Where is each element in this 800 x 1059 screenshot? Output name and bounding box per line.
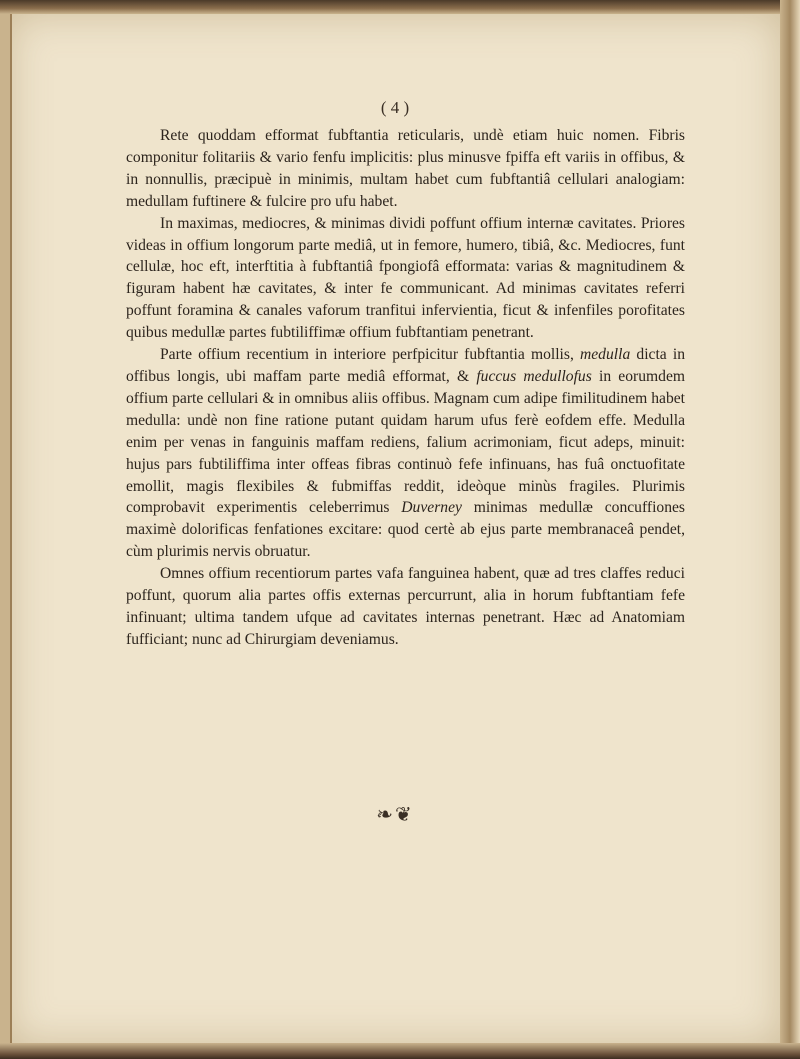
body-text: [126, 125, 685, 651]
term-medulla: medulla: [580, 346, 631, 364]
fleuron-ornament-icon: ❧❦: [376, 802, 414, 826]
name-duverney: Duverney: [401, 499, 462, 517]
term-succus-medullosus: fuccus medullofus: [476, 367, 592, 385]
paragraph-1: Rete quoddam efformat fubftantia reticularis, undè etiam huic nomen. Fibris componitur folitariis & vario fenfu implicitis: plus minusve fpiffa eft variis in offibus, & in nonnullis, præcipuè in minimis, multam habet cum fubftantiâ cellulari analogiam: medullam fuftinere & fulcire pro ufu habet.: [126, 127, 685, 210]
bottom-page-edge: [0, 1043, 800, 1059]
paragraph-3-part-1: Parte offium recentium in interiore perfpicitur fubftantia mollis,: [160, 346, 574, 364]
page-left-rule: [10, 14, 12, 1044]
page-number: ( 4 ): [380, 98, 410, 117]
paragraph-3: [126, 344, 685, 563]
top-page-edge: [0, 0, 800, 14]
paragraph-4: Omnes offium recentiorum partes vafa fanguinea habent, quæ ad tres claffes reduci poffunt, quorum alia partes offis externas percurrunt, alia in horum fubftantiam fefe infinuant; ultima tandem ufque ad cavitates internas penetrant. Hæc ad Anatomiam fufficiant; nunc ad Chirurgiam deveniamus.: [126, 565, 685, 648]
paragraph-3-part-2: dicta in offibus longis, ubi maffam parte mediâ efformat, &: [126, 346, 685, 385]
paragraph-3-part-3: in eorumdem offium parte cellulari & in omnibus aliis offibus. Magnam cum adipe fimilitudinem habet medulla: undè non fine ratione putant quidam harum ufus ferè eofdem effe. Medulla enim per venas in fanguinis maffam rediens, falium acrimoniam, ficut adeps, minuit: hujus pars fubtiliffima inter offeas fibras continuò fefe infinuans, has fuâ onctuofitate emollit, magis flexibiles & fubmiffas reddit, ideòque minùs fragiles. Plurimis comprobavit experimentis celeberrimus: [126, 367, 685, 517]
right-page-edge: [780, 0, 800, 1059]
book-page: [10, 14, 780, 1044]
paragraph-3-part-4: minimas medullæ concuffiones maximè dolorificas fenfationes excitare: quod certè ab ejus parte membranaceâ pendet, cùm plurimis nervis obruatur.: [126, 499, 685, 561]
paragraph-2: In maximas, mediocres, & minimas dividi poffunt offium internæ cavitates. Priores videas in offium longorum parte mediâ, ut in femore, humero, tibiâ, &c. Mediocres, funt cellulæ, hoc eft, interftitia à fubftantiâ fpongiofâ efformata: varias & magnitudinem & figuram habent hæ cavitates, & inter fe communicant. Ad minimas cavitates referri poffunt foramina & canales vaforum tranfitui infervientia, ficut & infenfiles porofitates quibus medullæ partes fubtiliffimæ offium fubftantiam penetrant.: [126, 214, 685, 342]
